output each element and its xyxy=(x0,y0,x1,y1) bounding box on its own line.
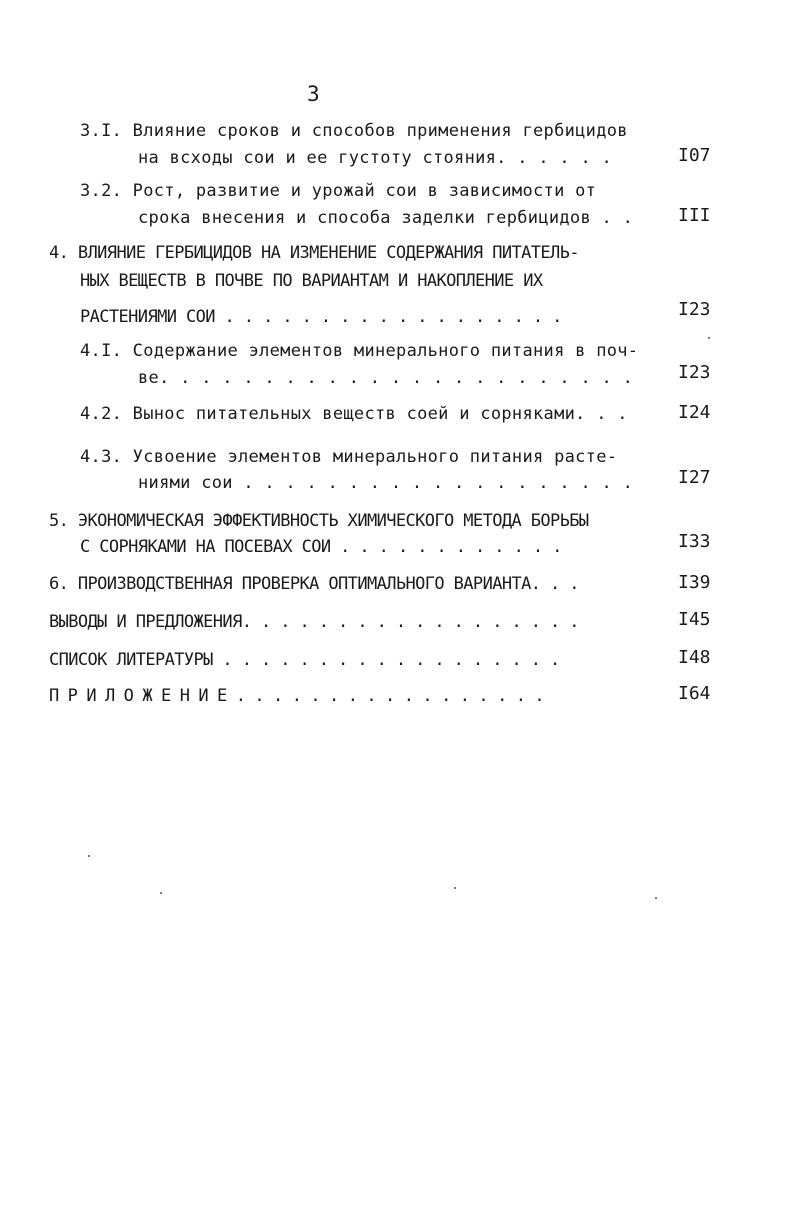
toc-entry-4-1-page: I23 xyxy=(678,362,711,383)
scan-speck xyxy=(454,887,456,889)
toc-entry-3-2-line-2: срока внесения и способа заделки гербицидов . . xyxy=(138,208,634,228)
toc-entry-4-1-line-1: 4.I. Содержание элементов минерального питания в поч- xyxy=(80,341,639,361)
toc-entry-references-page: I48 xyxy=(678,647,711,668)
toc-entry-3-1-line-1: 3.I. Влияние сроков и способов применения гербицидов xyxy=(80,121,628,141)
toc-entry-5-line-1: 5. ЭКОНОМИЧЕСКАЯ ЭФФЕКТИВНОСТЬ ХИМИЧЕСКОГО МЕТОДА БОРЬБЫ xyxy=(49,511,589,531)
toc-entry-6-line-1: 6. ПРОИЗВОДСТВЕННАЯ ПРОВЕРКА ОПТИМАЛЬНОГО ВАРИАНТА. . . xyxy=(49,574,579,594)
toc-entry-references: СПИСОК ЛИТЕРАТУРЫ . . . . . . . . . . . . . . . . . . xyxy=(49,650,560,670)
toc-entry-4-3-page: I27 xyxy=(678,467,711,488)
toc-entry-6-page: I39 xyxy=(678,572,711,593)
toc-entry-4-1-line-2: ве. . . . . . . . . . . . . . . . . . . . . . . xyxy=(138,368,634,388)
toc-entry-appendix-page: I64 xyxy=(678,683,711,704)
scan-speck xyxy=(160,892,162,894)
toc-entry-3-2-line-1: 3.2. Рост, развитие и урожай сои в зависимости от xyxy=(80,181,597,201)
toc-entry-4-line-3: РАСТЕНИЯМИ СОИ . . . . . . . . . . . . . . . . . . xyxy=(80,307,562,327)
toc-entry-4-3-line-1: 4.3. Усвоение элементов минерального питания расте- xyxy=(80,447,618,467)
toc-entry-4-line-1: 4. ВЛИЯНИЕ ГЕРБИЦИДОВ НА ИЗМЕНЕНИЕ СОДЕРЖАНИЯ ПИТАТЕЛЬ- xyxy=(49,243,579,263)
toc-entry-conclusions: ВЫВОДЫ И ПРЕДЛОЖЕНИЯ. . . . . . . . . . . . . . . . . . xyxy=(49,612,579,632)
toc-entry-5-line-2: С СОРНЯКАМИ НА ПОСЕВАХ СОИ . . . . . . . . . . . . xyxy=(80,537,562,557)
toc-entry-3-1-page: I07 xyxy=(678,145,711,166)
toc-entry-4-3-line-2: ниями сои . . . . . . . . . . . . . . . . . . . xyxy=(138,473,634,493)
toc-entry-3-1-line-2: на всходы сои и ее густоту стояния. . . . . . xyxy=(138,148,613,168)
toc-entry-4-page: I23 xyxy=(678,299,711,320)
toc-entry-4-2-page: I24 xyxy=(678,402,711,423)
toc-entry-4-line-2: НЫХ ВЕЩЕСТВ В ПОЧВЕ ПО ВАРИАНТАМ И НАКОПЛЕНИЕ ИХ xyxy=(80,271,543,291)
toc-entry-3-2-page: III xyxy=(678,205,711,226)
toc-entry-4-2-line-1: 4.2. Вынос питательных веществ соей и сорняками. . . xyxy=(80,404,628,424)
toc-entry-appendix: П Р И Л О Ж Е Н И Е . . . . . . . . . . . . . . . . . xyxy=(49,686,544,706)
scan-speck xyxy=(88,855,90,857)
scan-speck xyxy=(655,897,657,899)
page-number: 3 xyxy=(307,82,320,106)
scan-speck xyxy=(708,337,710,339)
toc-entry-5-page: I33 xyxy=(678,531,711,552)
toc-entry-conclusions-page: I45 xyxy=(678,609,711,630)
